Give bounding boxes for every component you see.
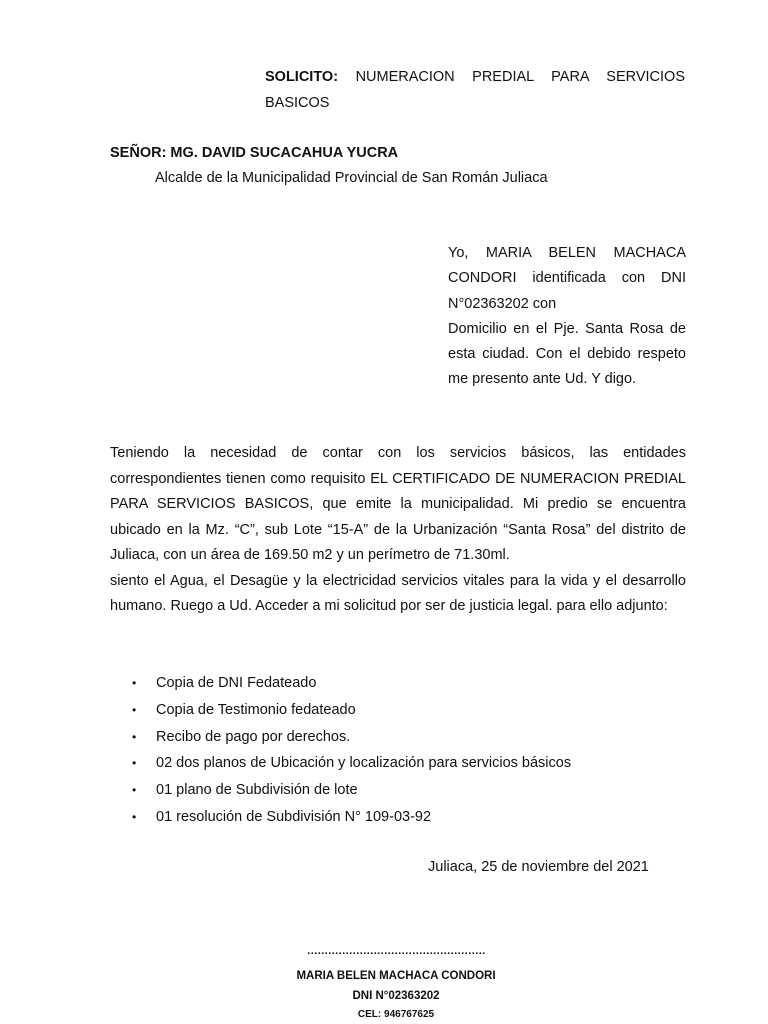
list-item [110, 697, 670, 724]
signature-line: …………………………………………… [306, 945, 486, 957]
signature-dni: DNI N°02363202 [352, 990, 440, 1002]
applicant-block [448, 241, 686, 393]
list-item [110, 670, 670, 697]
attachment-text: Copia de Testimonio fedateado [156, 701, 356, 718]
signature-block [234, 944, 558, 1024]
bullet-icon: • [132, 783, 137, 798]
attachment-text: 01 resolución de Subdivisión N° 109-03-92 [156, 808, 432, 825]
attachment-text: 02 dos planos de Ubicación y localización para servicios básicos [156, 755, 572, 772]
body-paragraph-1: Teniendo la necesidad de contar con los servicios básicos, las entidades correspondientes tienen como requisito EL CERTIFICADO DE NUMERACION PREDIAL PARA SERVICIOS BASICOS, que emite la municipalidad. Mi predio se encuentra ubicado en la Mz. “C”, sub Lote “15-A” de la Urbanización “Santa Rosa” del distrito de Juliaca, con un área de 169.50 m2 y un perímetro de 71.30ml. [110, 445, 686, 563]
signature-name: MARIA BELEN MACHACA CONDORI [296, 970, 496, 982]
bullet-icon: • [132, 756, 137, 771]
subject-text: NUMERACION PREDIAL PARA SERVICIOS BASICOS [265, 69, 685, 111]
letter-body [110, 441, 686, 620]
list-item [110, 777, 670, 804]
bullet-icon: • [132, 676, 137, 690]
list-item [110, 804, 670, 831]
list-item [110, 724, 670, 751]
bullet-icon: • [132, 809, 137, 824]
list-item [110, 750, 670, 777]
applicant-intro: Yo, MARIA BELEN MACHACA CONDORI identificada con DNI N°02363202 con [448, 245, 686, 312]
recipient-salutation: SEÑOR: MG. DAVID SUCACAHUA YUCRA [110, 145, 399, 161]
recipient-title: Alcalde de la Municipalidad Provincial de San Román Juliaca [155, 170, 548, 186]
date-line: Juliaca, 25 de noviembre del 2021 [428, 859, 649, 875]
signature-phone: CEL: 946767625 [357, 1009, 435, 1020]
subject-line [265, 64, 685, 116]
bullet-icon: • [132, 702, 137, 717]
attachment-text: Copia de DNI Fedateado [156, 675, 317, 691]
attachments-list [110, 670, 670, 831]
body-paragraph-2: siento el Agua, el Desagüe y la electricidad servicios vitales para la vida y el desarrollo humano. Ruego a Ud. Acceder a mi solicitud por ser de justicia legal. para ello adjunto: [110, 572, 686, 614]
attachment-text: Recibo de pago por derechos. [156, 728, 351, 745]
attachment-text: 01 plano de Subdivisión de lote [156, 782, 358, 799]
applicant-domicile: Domicilio en el Pje. Santa Rosa de esta ciudad. Con el debido respeto me presento ante Ud. Y digo. [448, 320, 686, 388]
subject-label: SOLICITO: [265, 69, 339, 85]
bullet-icon: • [132, 729, 137, 744]
